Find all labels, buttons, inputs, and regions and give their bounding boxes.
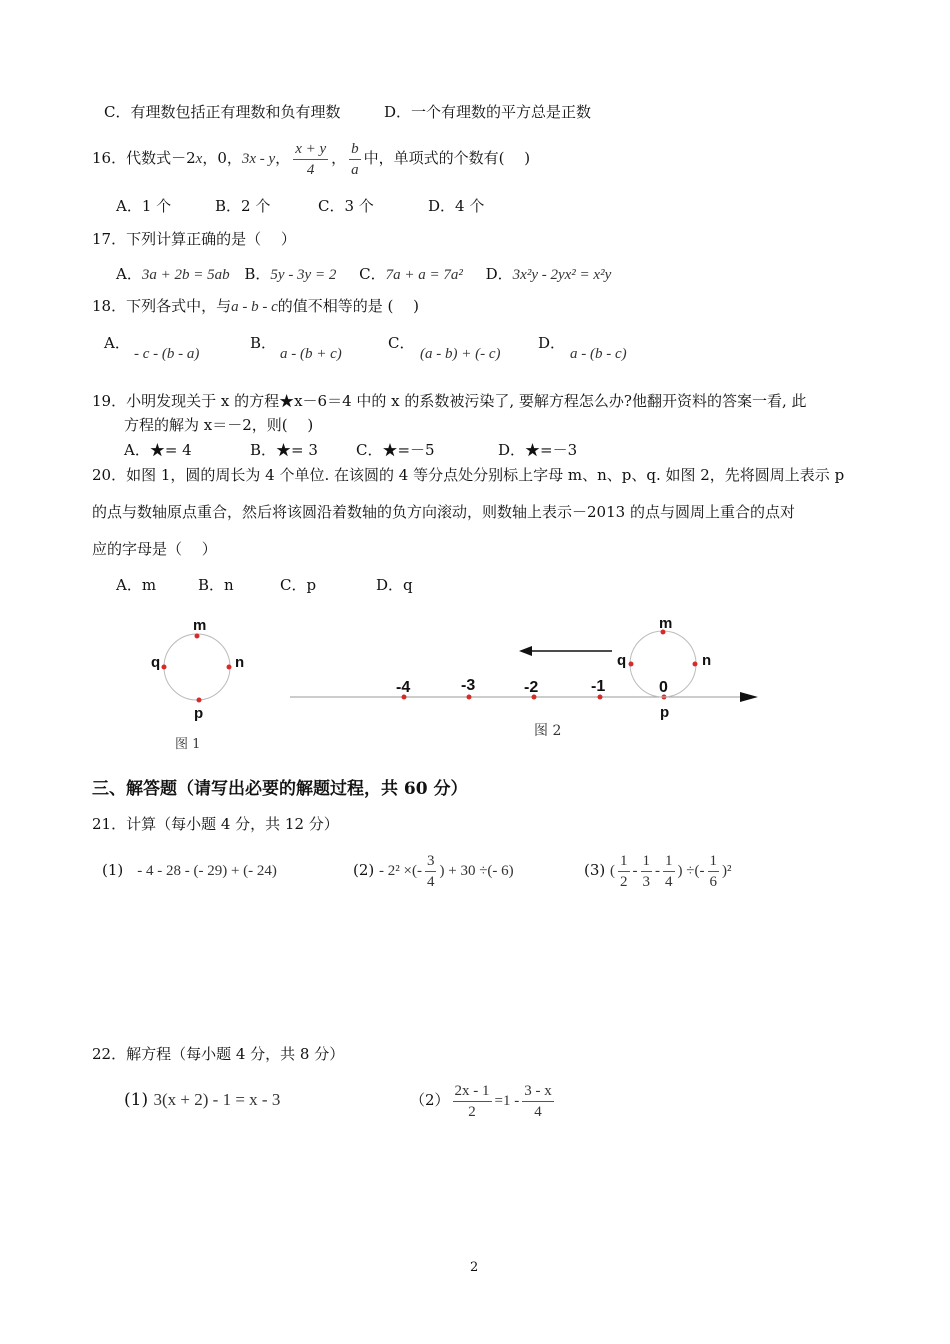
q16-tail: 中，单项式的个数有( ) bbox=[363, 149, 531, 167]
fig2-label-p: p bbox=[660, 704, 670, 721]
fig1-label-p: p bbox=[194, 705, 204, 722]
q17-stem: 17．下列计算正确的是（ ） bbox=[92, 230, 296, 248]
fig1-dot-p bbox=[197, 698, 202, 703]
q17-expr-d: 3x²y - 2yx² = x²y bbox=[512, 267, 612, 283]
q18-expr-d: a - (b - c) bbox=[570, 346, 627, 362]
fig2-label-n: n bbox=[702, 652, 712, 669]
q22-stem: 22．解方程（每小题 4 分，共 8 分） bbox=[92, 1045, 345, 1063]
q18-expr-b: a - (b + c) bbox=[280, 346, 342, 362]
q16-expr1: 3x - y bbox=[241, 151, 276, 167]
q17-expr-b: 5y - 3y = 2 bbox=[270, 267, 337, 283]
number-line-arrowhead bbox=[740, 692, 758, 702]
fig2-label-m: m bbox=[659, 615, 673, 632]
tick-label-minus3: -3 bbox=[461, 677, 476, 694]
q16-option-c: C．3 个 bbox=[318, 197, 374, 215]
q22-part1: (1) 3(x + 2) - 1 = x - 3 bbox=[124, 1090, 281, 1110]
q17-expr-a: 3a + 2b = 5ab bbox=[141, 267, 230, 283]
q20-option-a: A．m bbox=[116, 576, 157, 594]
q16-option-d: D．4 个 bbox=[428, 197, 485, 215]
fig2-label-q: q bbox=[617, 652, 627, 669]
tick-label-minus2: -2 bbox=[524, 679, 539, 696]
q16-option-b: B．2 个 bbox=[215, 197, 271, 215]
q19-option-a: A．★= 4 bbox=[124, 441, 192, 459]
q16-option-a: A．1 个 bbox=[116, 197, 172, 215]
tick-label-minus4: -4 bbox=[396, 679, 411, 696]
q16-comma: ， bbox=[275, 149, 291, 167]
q20-option-c: C．p bbox=[280, 576, 317, 594]
q20-option-b: B．n bbox=[198, 576, 234, 594]
q18-label-d: D． bbox=[538, 334, 566, 352]
q19-option-c: C．★=－5 bbox=[356, 441, 435, 459]
tick-dot-minus1 bbox=[598, 695, 603, 700]
q16-fraction-2: $\frac{b}{a}$ bbox=[351, 140, 359, 178]
q18-label-c: C． bbox=[388, 334, 415, 352]
fig1-label-n: n bbox=[235, 654, 245, 671]
q15-option-d: D．一个有理数的平方总是正数 bbox=[384, 103, 592, 121]
q17-options: A．3a + 2b = 5ab B．5y - 3y = 2 C．7a + a = 7a² D．3x²y - 2yx² = x²y bbox=[116, 265, 612, 283]
fig1-dot-n bbox=[227, 665, 232, 670]
q20-line2: 的点与数轴原点重合，然后将该圆沿着数轴的负方向滚动，则数轴上表示－2013 的点与圆周上重合的点对 bbox=[92, 503, 795, 521]
q18-label-a: A． bbox=[104, 334, 130, 352]
q16-var-x: x bbox=[195, 151, 203, 167]
q21-stem: 21．计算（每小题 4 分，共 12 分） bbox=[92, 815, 339, 833]
fig1-label-m: m bbox=[193, 617, 207, 634]
q21-part1-expr: - 4 - 28 - (- 29) + (- 24) bbox=[137, 863, 277, 879]
fig1-circle bbox=[164, 634, 230, 700]
q17-expr-c: 7a + a = 7a² bbox=[385, 267, 463, 283]
q18-stem-expr: a - b - c bbox=[231, 299, 278, 315]
q19-option-d: D．★=－3 bbox=[498, 441, 578, 459]
q19-line2: 方程的解为 x＝－2，则( ) bbox=[124, 416, 314, 434]
q18-expr-a: - c - (b - a) bbox=[134, 346, 200, 362]
q19-line1: 19．小明发现关于 x 的方程★x－6＝4 中的 x 的系数被污染了, 要解方程怎么办?他翻开资料的答案一看, 此 bbox=[92, 392, 807, 410]
q20-line1: 20．如图 1，圆的周长为 4 个单位. 在该圆的 4 等分点处分别标上字母 m、n、p、q. 如图 2，先将圆周上表示 p bbox=[92, 466, 845, 484]
fig1-dot-m bbox=[195, 634, 200, 639]
tick-label-minus1: -1 bbox=[591, 678, 606, 695]
fig1-caption: 图 1 bbox=[175, 737, 201, 752]
q21-part2-fraction: $\frac{3}{4}$ bbox=[426, 852, 435, 890]
fig1-dot-q bbox=[162, 665, 167, 670]
tick-dot-minus3 bbox=[467, 695, 472, 700]
fig2-dot-q bbox=[629, 662, 634, 667]
q18-label-b: B． bbox=[250, 334, 277, 352]
q20-line3: 应的字母是（ ） bbox=[92, 540, 217, 558]
q20-option-d: D．q bbox=[376, 576, 413, 594]
tick-label-zero: 0 bbox=[659, 679, 668, 696]
q16-fraction-1: $\frac{x + y}{4}$ bbox=[295, 140, 327, 178]
q22-part2-fraction-1: $\frac{2x - 1}{2}$ bbox=[454, 1082, 490, 1120]
roll-direction-arrowhead bbox=[519, 646, 532, 656]
q21-part1: (1) - 4 - 28 - (- 29) + (- 24) bbox=[102, 861, 277, 879]
fig1-label-q: q bbox=[151, 654, 161, 671]
fig2-dot-n bbox=[693, 662, 698, 667]
section-3-title: 三、解答题（请写出必要的解题过程，共 60 分） bbox=[92, 779, 468, 799]
q15-option-c: C．有理数包括正有理数和负有理数 bbox=[104, 103, 341, 121]
q16-stem: 16．代数式－2x，0，3x - y， $\frac{x + y}{4}$ ， $\frac{b}{a}$ 中，单项式的个数有( ) bbox=[92, 140, 531, 178]
q22-part2: （2） $\frac{2x - 1}{2}$ =1 - $\frac{3 - x}{4}$ bbox=[410, 1082, 552, 1120]
q16-number: 16．代数式－2 bbox=[92, 149, 196, 167]
q16-sep: ，0， bbox=[202, 149, 242, 167]
q21-part2: (2) - 2² ×(- $\frac{3}{4}$ ) + 30 ÷(- 6) bbox=[353, 852, 514, 890]
q18-expr-c: (a - b) + (- c) bbox=[420, 346, 501, 362]
q21-part3: (3) ( $\frac{1}{2}$ - $\frac{1}{3}$ - $\frac{1}{4}$ ) ÷(- $\frac{1}{6}$ )² bbox=[584, 852, 732, 890]
q22-part2-fraction-2: $\frac{3 - x}{4}$ bbox=[524, 1082, 552, 1120]
page-number: 2 bbox=[470, 1260, 479, 1275]
fig2-caption: 图 2 bbox=[534, 723, 562, 739]
q22-part1-expr: 3(x + 2) - 1 = x - 3 bbox=[153, 1090, 281, 1109]
q19-option-b: B．★= 3 bbox=[250, 441, 318, 459]
q18-stem: 18．下列各式中，与a - b - c的值不相等的是 ( ) bbox=[92, 297, 419, 315]
